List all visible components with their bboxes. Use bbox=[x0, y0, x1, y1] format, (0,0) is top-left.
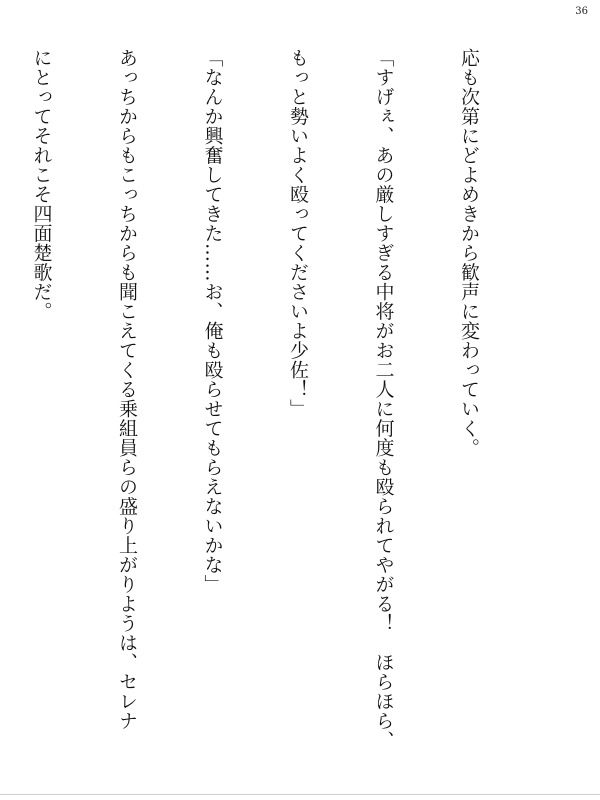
text-line: あっちからもこっちからも聞こえてくる乗組員らの盛り上がりようは、セレナ bbox=[116, 48, 138, 731]
bottom-divider bbox=[0, 794, 600, 795]
text-line: もっと勢いよく殴ってくださいよ少佐！」 bbox=[287, 48, 309, 419]
page-number: 36 bbox=[575, 6, 588, 17]
text-line: にとってそれこそ四面楚歌だ。 bbox=[30, 48, 53, 321]
text-line: 「なんか興奮してきた……お、俺も殴らせてもらえないかな」 bbox=[201, 48, 224, 594]
vertical-text-body bbox=[30, 48, 540, 750]
text-line: 「すげぇ、あの厳しすぎる中将がお二人に何度も殴られてやがる！ ほらほら、 bbox=[372, 48, 395, 750]
text-line: 応も次第にどよめきから歓声に変わっていく。 bbox=[458, 48, 480, 458]
